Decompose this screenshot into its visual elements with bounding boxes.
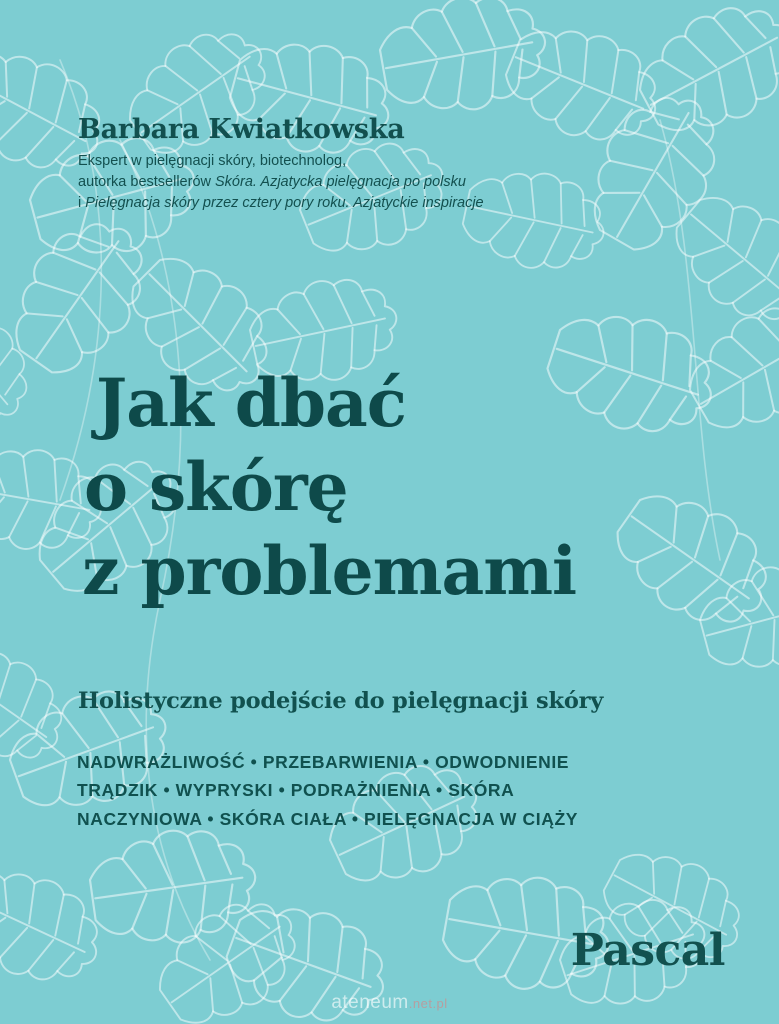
watermark-suffix: .net.pl (408, 996, 448, 1011)
topics-list (77, 748, 697, 833)
author-description-line-2-title: Skóra. Azjatycka pielęgnacja po polsku (215, 173, 466, 190)
title-line-1: Jak dbać (96, 364, 406, 442)
topics-line-2: TRĄDZIK • WYPRYSKI • PODRAŻNIENIA • SKÓRA (77, 780, 515, 801)
title-line-3: z problemami (82, 532, 577, 610)
author-block (78, 116, 698, 213)
book-title (82, 364, 722, 622)
author-description-line-3-prefix: i (78, 194, 86, 211)
author-description (78, 151, 608, 213)
author-name: Barbara Kwiatkowska (78, 114, 405, 145)
author-description-line-2-prefix: autorka bestsellerów (78, 173, 216, 190)
watermark-text: ateneum (331, 992, 409, 1013)
title-line-2: o skórę (84, 448, 348, 526)
topics-line-1: NADWRAŻLIWOŚĆ • PRZEBARWIENIA • ODWODNIENIE (77, 752, 570, 772)
topics-line-3: NACZYNIOWA • SKÓRA CIAŁA • PIELĘGNACJA W CIĄŻY (77, 808, 579, 829)
author-description-line-3-title: Pielęgnacja skóry przez cztery pory roku. Azjatyckie inspiracje (85, 194, 484, 211)
author-description-line-1: Ekspert w pielęgnacji skóry, biotechnolog, (78, 153, 347, 170)
watermark (331, 992, 447, 1014)
book-subtitle: Holistyczne podejście do pielęgnacji skóry (78, 688, 604, 714)
publisher-logo: Pascal (570, 925, 725, 976)
